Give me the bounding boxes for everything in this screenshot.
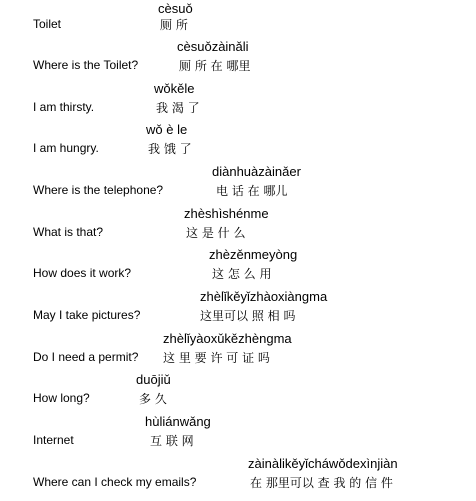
pinyin-text: zhèlǐkěyǐzhàoxiàngma bbox=[200, 289, 328, 304]
chinese-text: 厕 所 在 哪里 bbox=[179, 59, 251, 73]
chinese-text: 厕 所 bbox=[160, 18, 188, 32]
english-text: Where is the telephone? bbox=[33, 183, 164, 197]
phrase-row-emails bbox=[0, 456, 476, 501]
phrase-row-internet bbox=[0, 414, 476, 459]
english-text: Do I need a permit? bbox=[33, 350, 139, 364]
phrase-row-hungry bbox=[0, 122, 476, 167]
phrase-row-toilet bbox=[0, 0, 476, 42]
chinese-text: 多 久 bbox=[139, 392, 167, 406]
pinyin-text: hùliánwǎng bbox=[145, 414, 211, 429]
chinese-text: 这 里 要 许 可 证 吗 bbox=[163, 351, 270, 365]
chinese-text: 这里可以 照 相 吗 bbox=[200, 309, 296, 323]
english-text: How does it work? bbox=[33, 266, 132, 280]
chinese-text: 在 那里可以 查 我 的 信 件 bbox=[250, 476, 393, 490]
pinyin-text: zhèzěnmeyòng bbox=[209, 247, 298, 262]
pinyin-text: cèsuǒ bbox=[158, 1, 193, 16]
phrase-row-pictures bbox=[0, 289, 476, 334]
english-text: Toilet bbox=[33, 17, 62, 31]
chinese-text: 这 怎 么 用 bbox=[212, 267, 272, 281]
pinyin-text: zhèshìshénme bbox=[184, 206, 269, 221]
chinese-text: 互 联 网 bbox=[150, 434, 194, 448]
english-text: May I take pictures? bbox=[33, 308, 141, 322]
phrase-row-what-is-that bbox=[0, 206, 476, 251]
pinyin-text: zhèlǐyàoxǔkězhèngma bbox=[163, 331, 292, 346]
phrase-row-how-long bbox=[0, 372, 476, 417]
pinyin-text: diànhuàzàinǎer bbox=[212, 164, 301, 179]
chinese-text: 我 饿 了 bbox=[148, 142, 192, 156]
english-text: What is that? bbox=[33, 225, 104, 239]
phrase-row-thirsty bbox=[0, 81, 476, 126]
english-text: Where can I check my emails? bbox=[33, 475, 197, 489]
phrase-row-telephone bbox=[0, 164, 476, 209]
chinese-text: 我 渴 了 bbox=[156, 101, 200, 115]
chinese-text: 电 话 在 哪儿 bbox=[216, 184, 288, 198]
chinese-text: 这 是 什 么 bbox=[186, 226, 246, 240]
pinyin-text: cèsuǒzàinǎli bbox=[177, 39, 249, 54]
pinyin-text: wǒkěle bbox=[154, 81, 195, 96]
english-text: I am thirsty. bbox=[33, 100, 95, 114]
pinyin-text: zàinàlikěyǐcháwǒdexìnjiàn bbox=[248, 456, 398, 471]
phrase-row-permit bbox=[0, 331, 476, 376]
phrase-row-how-work bbox=[0, 247, 476, 292]
english-text: How long? bbox=[33, 391, 90, 405]
english-text: I am hungry. bbox=[33, 141, 99, 155]
english-text: Internet bbox=[33, 433, 74, 447]
pinyin-text: duōjiǔ bbox=[136, 372, 171, 387]
pinyin-text: wǒ è le bbox=[146, 122, 188, 137]
phrase-row-where-toilet bbox=[0, 39, 476, 84]
english-text: Where is the Toilet? bbox=[33, 58, 139, 72]
